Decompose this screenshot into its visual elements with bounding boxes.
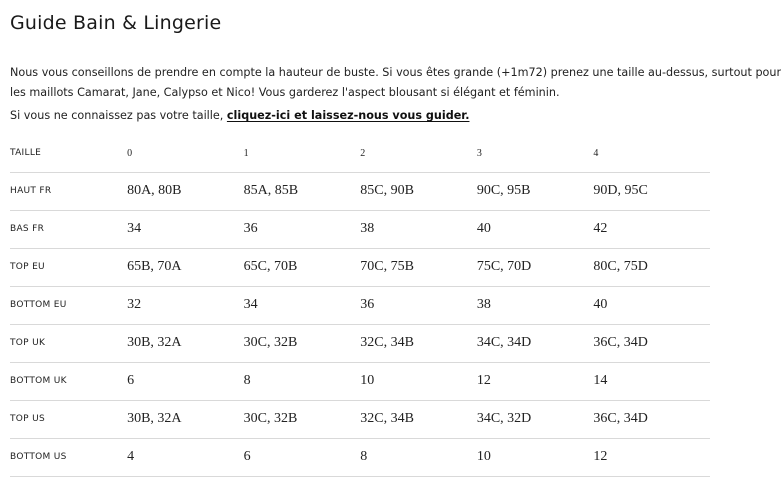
table-cell: 40 (593, 286, 710, 324)
table-cell: 34 (244, 286, 361, 324)
row-label: TOP UK (10, 324, 127, 362)
guide-prefix-text: Si vous ne connaissez pas votre taille, (10, 109, 227, 122)
table-cell: 32C, 34B (360, 400, 477, 438)
row-label: HAUT FR (10, 172, 127, 210)
table-cell: 10 (360, 362, 477, 400)
intro-line-2: les maillots Camarat, Jane, Calypso et Nico! Vous garderez l'aspect blousant si élégant et féminin. (10, 86, 560, 99)
table-cell: 34C, 32D (477, 400, 594, 438)
table-cell: 40 (477, 210, 594, 248)
table-cell: 85A, 85B (244, 172, 361, 210)
table-cell: 36C, 34D (593, 324, 710, 362)
table-cell: 6 (244, 438, 361, 476)
row-label: TOP EU (10, 248, 127, 286)
table-row (10, 172, 710, 210)
table-cell: 65C, 70B (244, 248, 361, 286)
size-guide-link[interactable]: cliquez-ici et laissez-nous vous guider. (226, 109, 470, 122)
table-cell: 75C, 70D (477, 248, 594, 286)
table-row (10, 324, 710, 362)
table-cell: 85C, 90B (360, 172, 477, 210)
table-cell: 30B, 32A (127, 324, 244, 362)
table-cell: 30B, 32A (127, 400, 244, 438)
table-row (10, 400, 710, 438)
table-cell: 12 (477, 362, 594, 400)
table-cell: 30C, 32B (244, 400, 361, 438)
table-row (10, 362, 710, 400)
intro-line-1: Nous vous conseillons de prendre en compte la hauteur de buste. Si vous êtes grande (+1m72) prenez une taille au-dessus, surtout pour (10, 66, 781, 79)
table-cell: 36 (360, 286, 477, 324)
table-cell: 32 (127, 286, 244, 324)
table-cell: 10 (477, 438, 594, 476)
table-row (10, 286, 710, 324)
table-cell: 65B, 70A (127, 248, 244, 286)
table-cell: 12 (593, 438, 710, 476)
table-cell: 30C, 32B (244, 324, 361, 362)
header-size-2: 2 (360, 147, 366, 159)
table-cell: 38 (360, 210, 477, 248)
header-size-0: 0 (127, 147, 133, 159)
table-cell: 8 (244, 362, 361, 400)
size-table (10, 135, 710, 477)
header-size-4: 4 (593, 147, 599, 159)
table-cell: 80A, 80B (127, 172, 244, 210)
table-cell: 32C, 34B (360, 324, 477, 362)
intro-paragraph (10, 63, 781, 103)
row-label: BAS FR (10, 210, 127, 248)
table-cell: 70C, 75B (360, 248, 477, 286)
table-cell: 80C, 75D (593, 248, 710, 286)
row-label: BOTTOM EU (10, 286, 127, 324)
table-cell: 38 (477, 286, 594, 324)
guide-paragraph (10, 109, 469, 122)
table-row (10, 210, 710, 248)
table-cell: 36C, 34D (593, 400, 710, 438)
page-title: Guide Bain & Lingerie (10, 12, 222, 34)
table-cell: 90D, 95C (593, 172, 710, 210)
header-size-3: 3 (476, 147, 482, 159)
table-cell: 14 (593, 362, 710, 400)
row-label: BOTTOM UK (10, 362, 127, 400)
table-cell: 36 (244, 210, 361, 248)
table-header-row (10, 135, 710, 172)
table-row (10, 438, 710, 476)
table-cell: 34C, 34D (477, 324, 594, 362)
table-cell: 4 (127, 438, 244, 476)
table-cell: 90C, 95B (477, 172, 594, 210)
row-label: TOP US (10, 400, 127, 438)
header-label: TAILLE (10, 148, 42, 159)
table-cell: 42 (593, 210, 710, 248)
table-cell: 6 (127, 362, 244, 400)
row-label: BOTTOM US (10, 438, 127, 476)
header-size-1: 1 (243, 147, 249, 159)
table-row (10, 248, 710, 286)
table-cell: 8 (360, 438, 477, 476)
table-cell: 34 (127, 210, 244, 248)
